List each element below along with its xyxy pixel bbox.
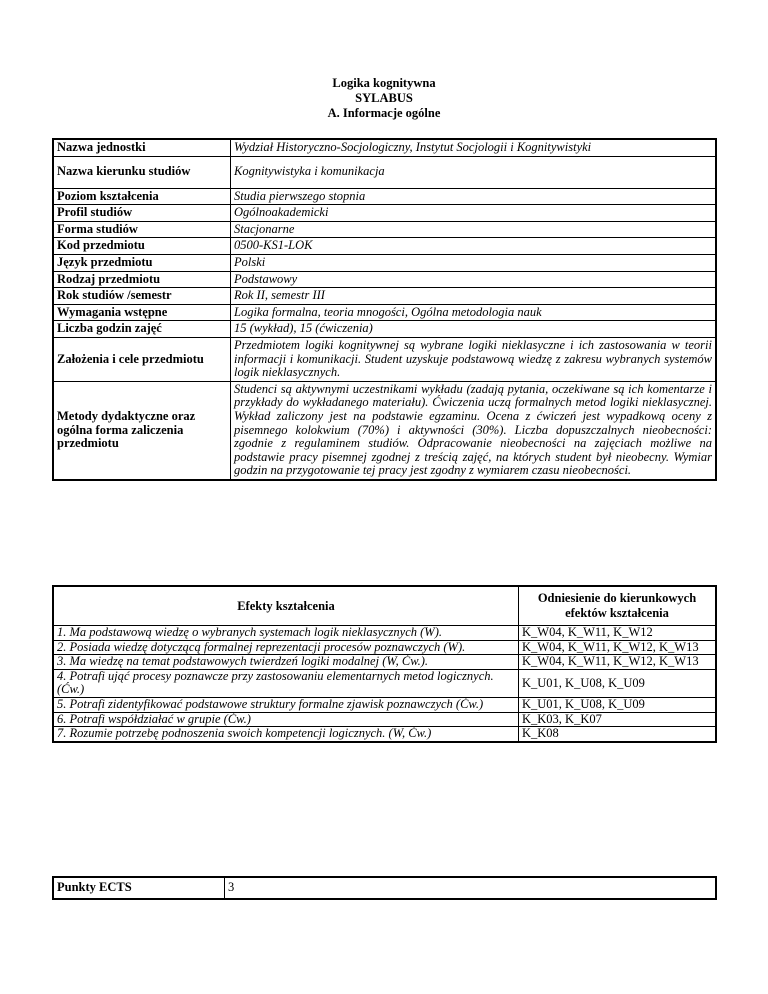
effect-row: [53, 640, 716, 655]
info-row: [53, 381, 716, 480]
info-row: [53, 337, 716, 381]
effect-reference: K_U01, K_U08, K_U09: [519, 697, 717, 712]
info-value: Podstawowy: [231, 271, 717, 288]
info-label: Profil studiów: [53, 205, 231, 222]
info-value: Ogólnoakademicki: [231, 205, 717, 222]
effect-row: [53, 697, 716, 712]
info-row: [53, 205, 716, 222]
info-label: Forma studiów: [53, 221, 231, 238]
info-label: Rodzaj przedmiotu: [53, 271, 231, 288]
info-row: [53, 238, 716, 255]
reference-header: Odniesienie do kierunkowych efektów kształcenia: [519, 586, 717, 626]
effect-reference: K_U01, K_U08, K_U09: [519, 669, 717, 697]
effect-reference: K_W04, K_W11, K_W12, K_W13: [519, 640, 717, 655]
info-value: Polski: [231, 254, 717, 271]
ects-label: Punkty ECTS: [53, 877, 225, 899]
info-value: Przedmiotem logiki kognitywnej są wybrane logiki nieklasyczne i ich zastosowania w teorii informacji i komunikacji. Student uzyskuje podstawową wiedzę z zakresu wybranych systemów logik nieklasycznych.: [231, 337, 717, 381]
info-row: [53, 288, 716, 305]
effect-text: 2. Posiada wiedzę dotyczącą formalnej reprezentacji procesów poznawczych (W).: [53, 640, 519, 655]
effects-header: Efekty kształcenia: [53, 586, 519, 626]
info-value: 15 (wykład), 15 (ćwiczenia): [231, 321, 717, 338]
info-label: Założenia i cele przedmiotu: [53, 337, 231, 381]
effect-text: 5. Potrafi zidentyfikować podstawowe struktury formalne zjawisk poznawczych (Ćw.): [53, 697, 519, 712]
info-label: Wymagania wstępne: [53, 304, 231, 321]
document-header: [0, 76, 768, 121]
effect-reference: K_K03, K_K07: [519, 712, 717, 727]
effect-text: 1. Ma podstawową wiedzę o wybranych systemach logik nieklasycznych (W).: [53, 626, 519, 641]
learning-outcomes-table: [52, 585, 717, 743]
effect-row: [53, 669, 716, 697]
effect-reference: K_W04, K_W11, K_W12, K_W13: [519, 655, 717, 670]
info-label: Nazwa jednostki: [53, 139, 231, 156]
info-value: Rok II, semestr III: [231, 288, 717, 305]
info-value: Studenci są aktywnymi uczestnikami wykładu (zadają pytania, oczekiwane są ich komentarze i przykłady do wykładanego materiału). Ćwiczenia uczą formalnych metod logiki nieklasycznej. Wykład zaliczony jest na podstawie egzaminu. Ocena z ćwiczeń jest wypadkową oceny z pisemnego kolokwium (70%) i aktywności (30%). Liczba dopuszczalnych nieobecności: zgodnie z regulaminem studiów. Odpracowanie nieobecności na zajęciach możliwe na podstawie pracy pisemnej zgodnej z treścią zajęć, na których student był nieobecny. Wymiar godzin na przygotowanie tej pracy jest zgodny z wymiarem czasu nieobecności.: [231, 381, 717, 480]
course-title: Logika kognitywna: [332, 76, 436, 90]
info-row: [53, 321, 716, 338]
effect-row: [53, 626, 716, 641]
info-row: [53, 254, 716, 271]
effect-text: 6. Potrafi współdziałać w grupie (Ćw.): [53, 712, 519, 727]
effect-text: 3. Ma wiedzę na temat podstawowych twierdzeń logiki modalnej (W, Ćw.).: [53, 655, 519, 670]
info-row: [53, 304, 716, 321]
ects-row: [53, 877, 716, 899]
effect-row: [53, 727, 716, 742]
effects-header-row: [53, 586, 716, 626]
info-value: Wydział Historyczno-Socjologiczny, Instytut Socjologii i Kognitywistyki: [231, 139, 717, 156]
info-row: [53, 188, 716, 205]
info-row: [53, 221, 716, 238]
info-label: Język przedmiotu: [53, 254, 231, 271]
info-value: Logika formalna, teoria mnogości, Ogólna metodologia nauk: [231, 304, 717, 321]
info-row: [53, 139, 716, 156]
effect-row: [53, 712, 716, 727]
info-value: Stacjonarne: [231, 221, 717, 238]
info-row: [53, 156, 716, 188]
info-label: Poziom kształcenia: [53, 188, 231, 205]
effect-reference: K_K08: [519, 727, 717, 742]
info-label: Kod przedmiotu: [53, 238, 231, 255]
info-label: Nazwa kierunku studiów: [53, 156, 231, 188]
general-info-table: [52, 138, 717, 481]
syllabus-label: SYLABUS: [355, 91, 413, 105]
info-value: 0500-KS1-LOK: [231, 238, 717, 255]
info-label: Rok studiów /semestr: [53, 288, 231, 305]
ects-table: [52, 876, 717, 900]
ects-value: 3: [225, 877, 717, 899]
section-heading: A. Informacje ogólne: [327, 106, 441, 120]
effect-row: [53, 655, 716, 670]
info-value: Kognitywistyka i komunikacja: [231, 156, 717, 188]
effect-reference: K_W04, K_W11, K_W12: [519, 626, 717, 641]
effect-text: 4. Potrafi ująć procesy poznawcze przy zastosowaniu elementarnych metod logicznych. (Ćw.): [53, 669, 519, 697]
effect-text: 7. Rozumie potrzebę podnoszenia swoich kompetencji logicznych. (W, Ćw.): [53, 727, 519, 742]
info-label: Metody dydaktyczne oraz ogólna forma zaliczenia przedmiotu: [53, 381, 231, 480]
info-value: Studia pierwszego stopnia: [231, 188, 717, 205]
info-row: [53, 271, 716, 288]
info-label: Liczba godzin zajęć: [53, 321, 231, 338]
